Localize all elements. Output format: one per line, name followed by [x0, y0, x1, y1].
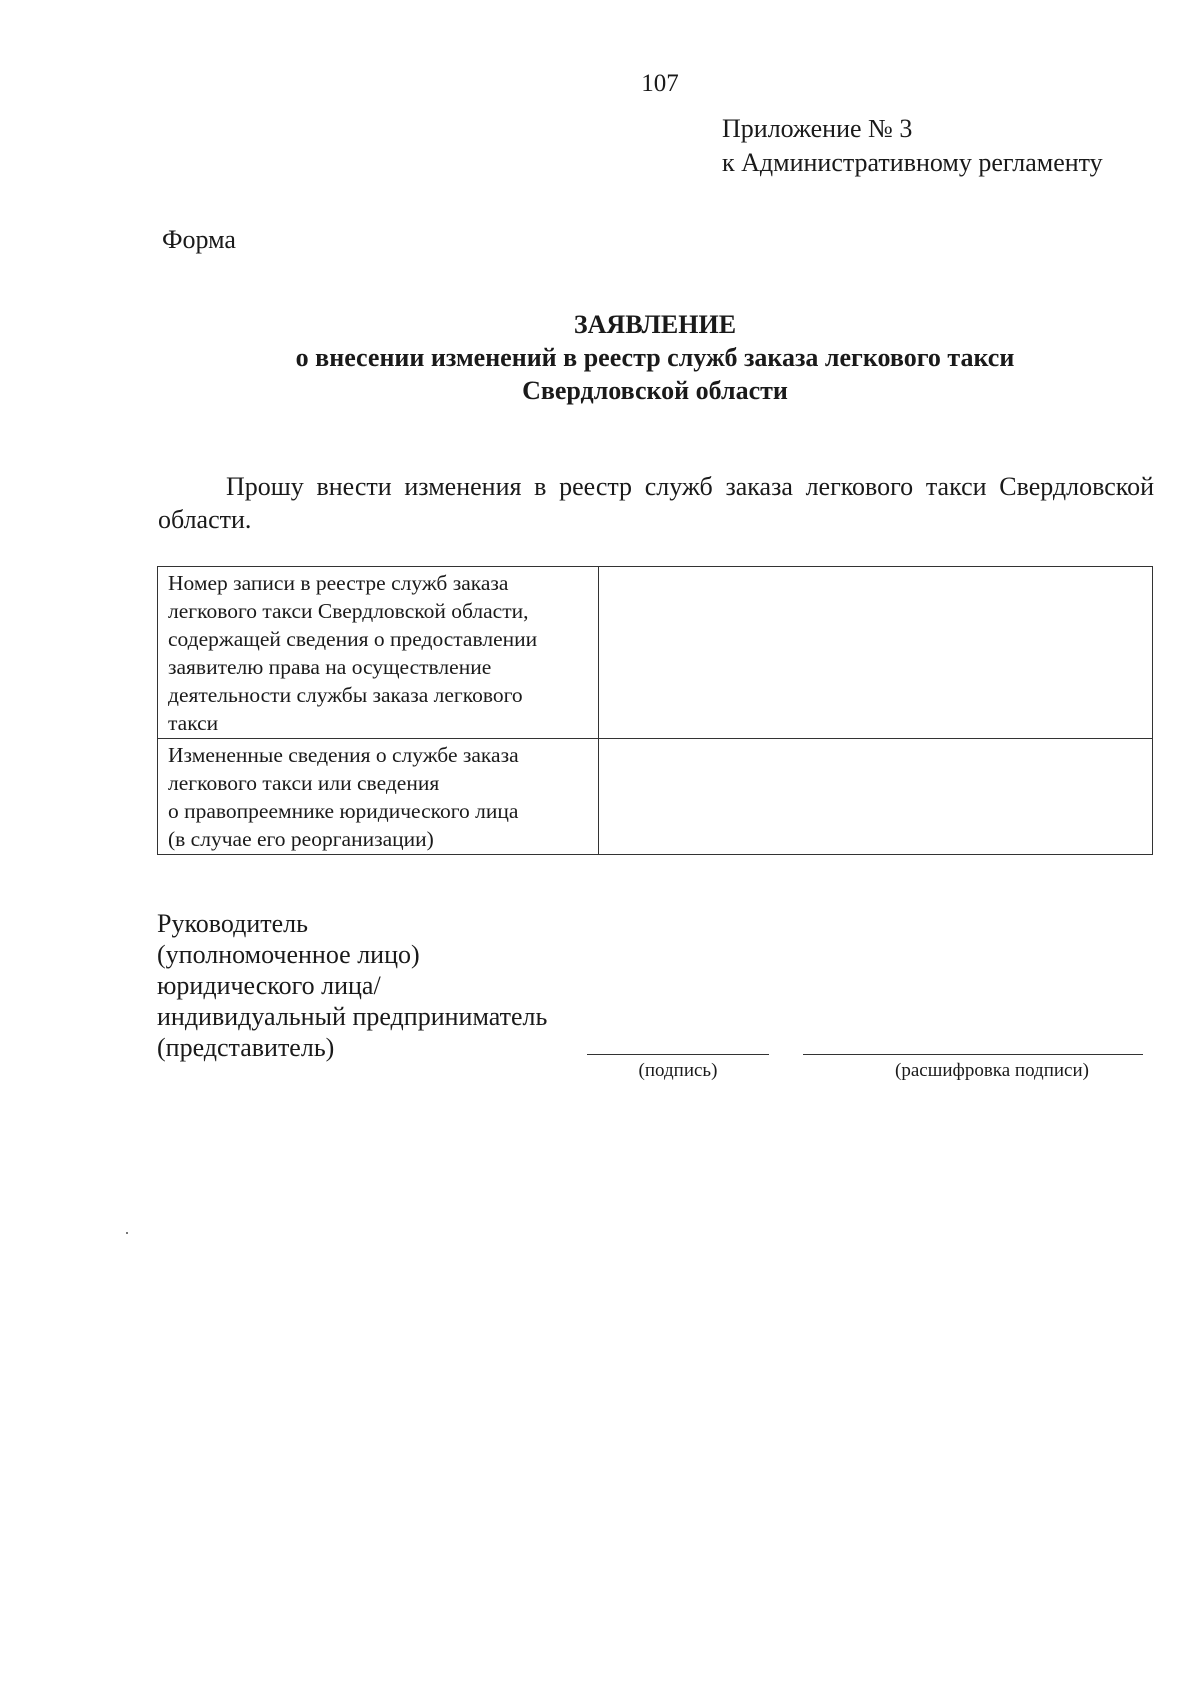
signature-decode-line[interactable]: [803, 1054, 1143, 1055]
signature-caption: (подпись): [638, 1060, 718, 1081]
appendix-line-2: к Административному регламенту: [722, 148, 1103, 177]
record-number-value-cell[interactable]: [599, 567, 1153, 739]
signature-line[interactable]: [587, 1054, 769, 1055]
label-line: (в случае его реорганизации): [168, 827, 434, 851]
registry-table: [157, 566, 1153, 855]
document-title: [160, 308, 1150, 407]
title-line-3: Свердловской области: [522, 376, 788, 405]
page-number: 107: [641, 70, 679, 97]
label-line: Измененные сведения о службе заказа: [168, 743, 519, 767]
label-line: такси: [168, 711, 219, 735]
signer-line: (уполномоченное лицо): [157, 940, 420, 969]
label-line: Номер записи в реестре служб заказа: [168, 571, 509, 595]
row-label-changed-info: [158, 739, 599, 855]
signer-line: юридического лица/: [157, 971, 381, 1000]
label-line: содержащей сведения о предоставлении: [168, 627, 538, 651]
label-line: заявителю права на осуществление: [168, 655, 492, 679]
label-line: легкового такси Свердловской области,: [168, 599, 529, 623]
scan-speck: [126, 1232, 128, 1234]
table-row: [158, 567, 1153, 739]
title-line-2: о внесении изменений в реестр служб заказа легкового такси: [295, 343, 1015, 372]
title-heading: ЗАЯВЛЕНИЕ: [573, 310, 737, 339]
signer-line: Руководитель: [157, 909, 308, 938]
label-line: о правопреемнике юридического лица: [168, 799, 519, 823]
changed-info-value-cell[interactable]: [599, 739, 1153, 855]
label-line: легкового такси или сведения: [168, 771, 440, 795]
form-label: Форма: [162, 225, 236, 254]
signer-block: [157, 908, 547, 1063]
signer-line: (представитель): [157, 1033, 335, 1062]
signer-line: индивидуальный предприниматель: [157, 1002, 548, 1031]
appendix-reference: [722, 112, 1103, 180]
signature-decode-caption: (расшифровка подписи): [895, 1060, 1089, 1081]
table-row: [158, 739, 1153, 855]
intro-paragraph: Прошу внести изменения в реестр служб заказа легкового такси Свердловской области.: [158, 472, 1154, 534]
label-line: деятельности службы заказа легкового: [168, 683, 523, 707]
row-label-record-number: [158, 567, 599, 739]
appendix-line-1: Приложение № 3: [722, 114, 913, 143]
